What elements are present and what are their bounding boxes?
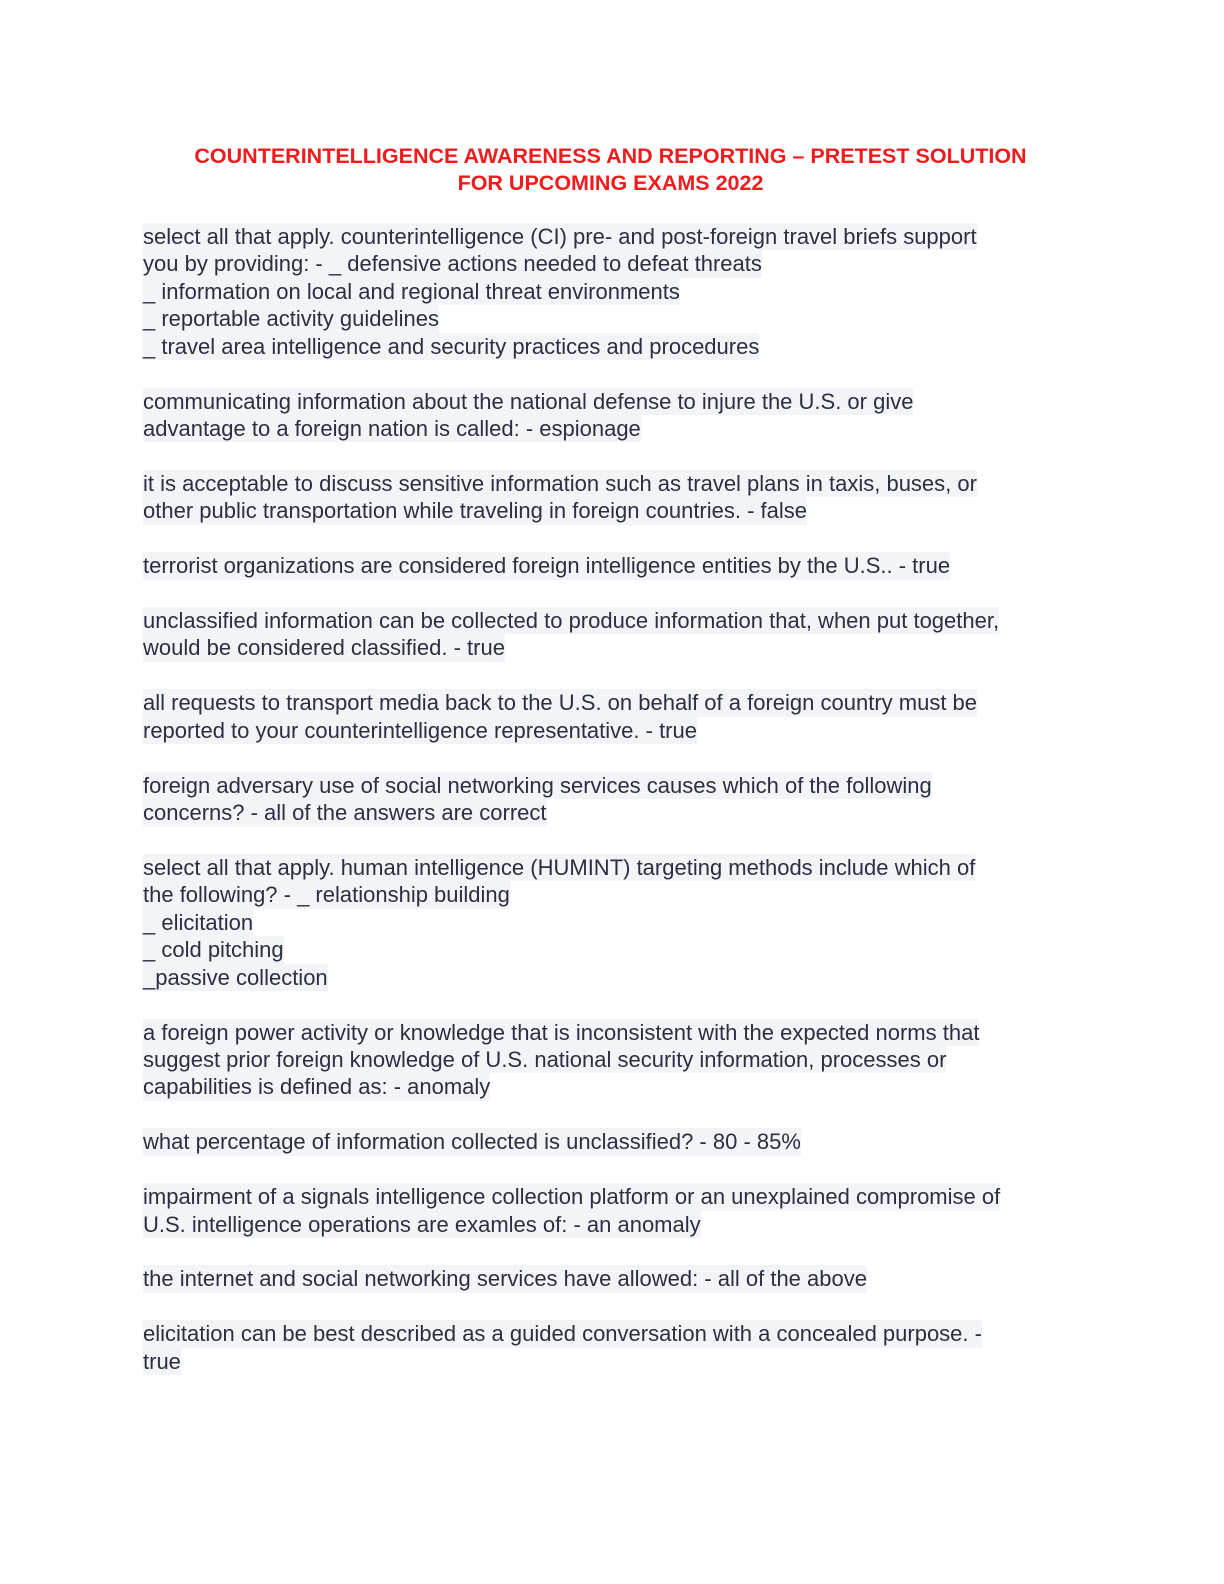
qa-line: a foreign power activity or knowledge that is inconsistent with the expected norms that: [143, 1019, 980, 1045]
qa-line: all requests to transport media back to the U.S. on behalf of a foreign country must be: [143, 690, 978, 716]
qa-line: would be considered classified. - true: [143, 635, 505, 661]
qa-line: _ travel area intelligence and security practices and procedures: [143, 333, 760, 359]
qa-entry: [143, 1128, 1078, 1155]
qa-line: concerns? - all of the answers are correct: [143, 800, 547, 826]
qa-entry: [143, 689, 1078, 744]
qa-line: elicitation can be best described as a guided conversation with a concealed purpose. -: [143, 1321, 982, 1347]
qa-line: impairment of a signals intelligence collection platform or an unexplained compromise of: [143, 1184, 1001, 1210]
qa-line: capabilities is defined as: - anomaly: [143, 1074, 491, 1100]
qa-line: foreign adversary use of social networking services causes which of the following: [143, 772, 932, 798]
qa-line: U.S. intelligence operations are examles of: - an anomaly: [143, 1211, 701, 1237]
qa-entry: [143, 854, 1078, 991]
qa-line: you by providing: - _ defensive actions needed to defeat threats: [143, 251, 762, 277]
qa-entry: [143, 470, 1078, 525]
qa-list: [143, 223, 1078, 1375]
qa-line: _ information on local and regional threat environments: [143, 278, 680, 304]
qa-line: communicating information about the national defense to injure the U.S. or give: [143, 388, 914, 414]
qa-entry: [143, 607, 1078, 662]
qa-line: advantage to a foreign nation is called: - espionage: [143, 415, 641, 441]
qa-line: _ elicitation: [143, 909, 254, 935]
qa-line: it is acceptable to discuss sensitive information such as travel plans in taxis, buses, or: [143, 470, 977, 496]
qa-line: the following? - _ relationship building: [143, 882, 510, 908]
qa-line: true: [143, 1348, 181, 1374]
qa-line: select all that apply. human intelligence (HUMINT) targeting methods include which of: [143, 855, 976, 880]
qa-line: _ cold pitching: [143, 937, 284, 963]
qa-line: the internet and social networking services have allowed: - all of the above: [143, 1266, 867, 1292]
document-page: [143, 143, 1078, 1403]
qa-line: select all that apply. counterintelligence (CI) pre- and post-foreign travel briefs support: [143, 224, 977, 249]
qa-entry: [143, 1019, 1078, 1101]
qa-entry: [143, 1320, 1078, 1375]
qa-line: other public transportation while traveling in foreign countries. - false: [143, 498, 808, 524]
qa-line: what percentage of information collected is unclassified? - 80 - 85%: [143, 1129, 801, 1155]
qa-entry: [143, 388, 1078, 443]
qa-entry: [143, 772, 1078, 827]
qa-line: terrorist organizations are considered foreign intelligence entities by the U.S.. - true: [143, 553, 951, 579]
title-line: FOR UPCOMING EXAMS 2022: [457, 171, 764, 195]
qa-entry: [143, 1183, 1078, 1238]
document-title: [143, 143, 1078, 197]
qa-entry: [143, 223, 1078, 360]
qa-entry: [143, 552, 1078, 579]
qa-line: _passive collection: [143, 964, 328, 990]
qa-line: _ reportable activity guidelines: [143, 306, 439, 332]
qa-line: unclassified information can be collected to produce information that, when put together,: [143, 608, 1000, 634]
qa-line: suggest prior foreign knowledge of U.S. national security information, processes or: [143, 1046, 947, 1072]
title-line: COUNTERINTELLIGENCE AWARENESS AND REPORTING – PRETEST SOLUTION: [194, 144, 1027, 168]
qa-entry: [143, 1265, 1078, 1292]
qa-line: reported to your counterintelligence representative. - true: [143, 717, 697, 743]
